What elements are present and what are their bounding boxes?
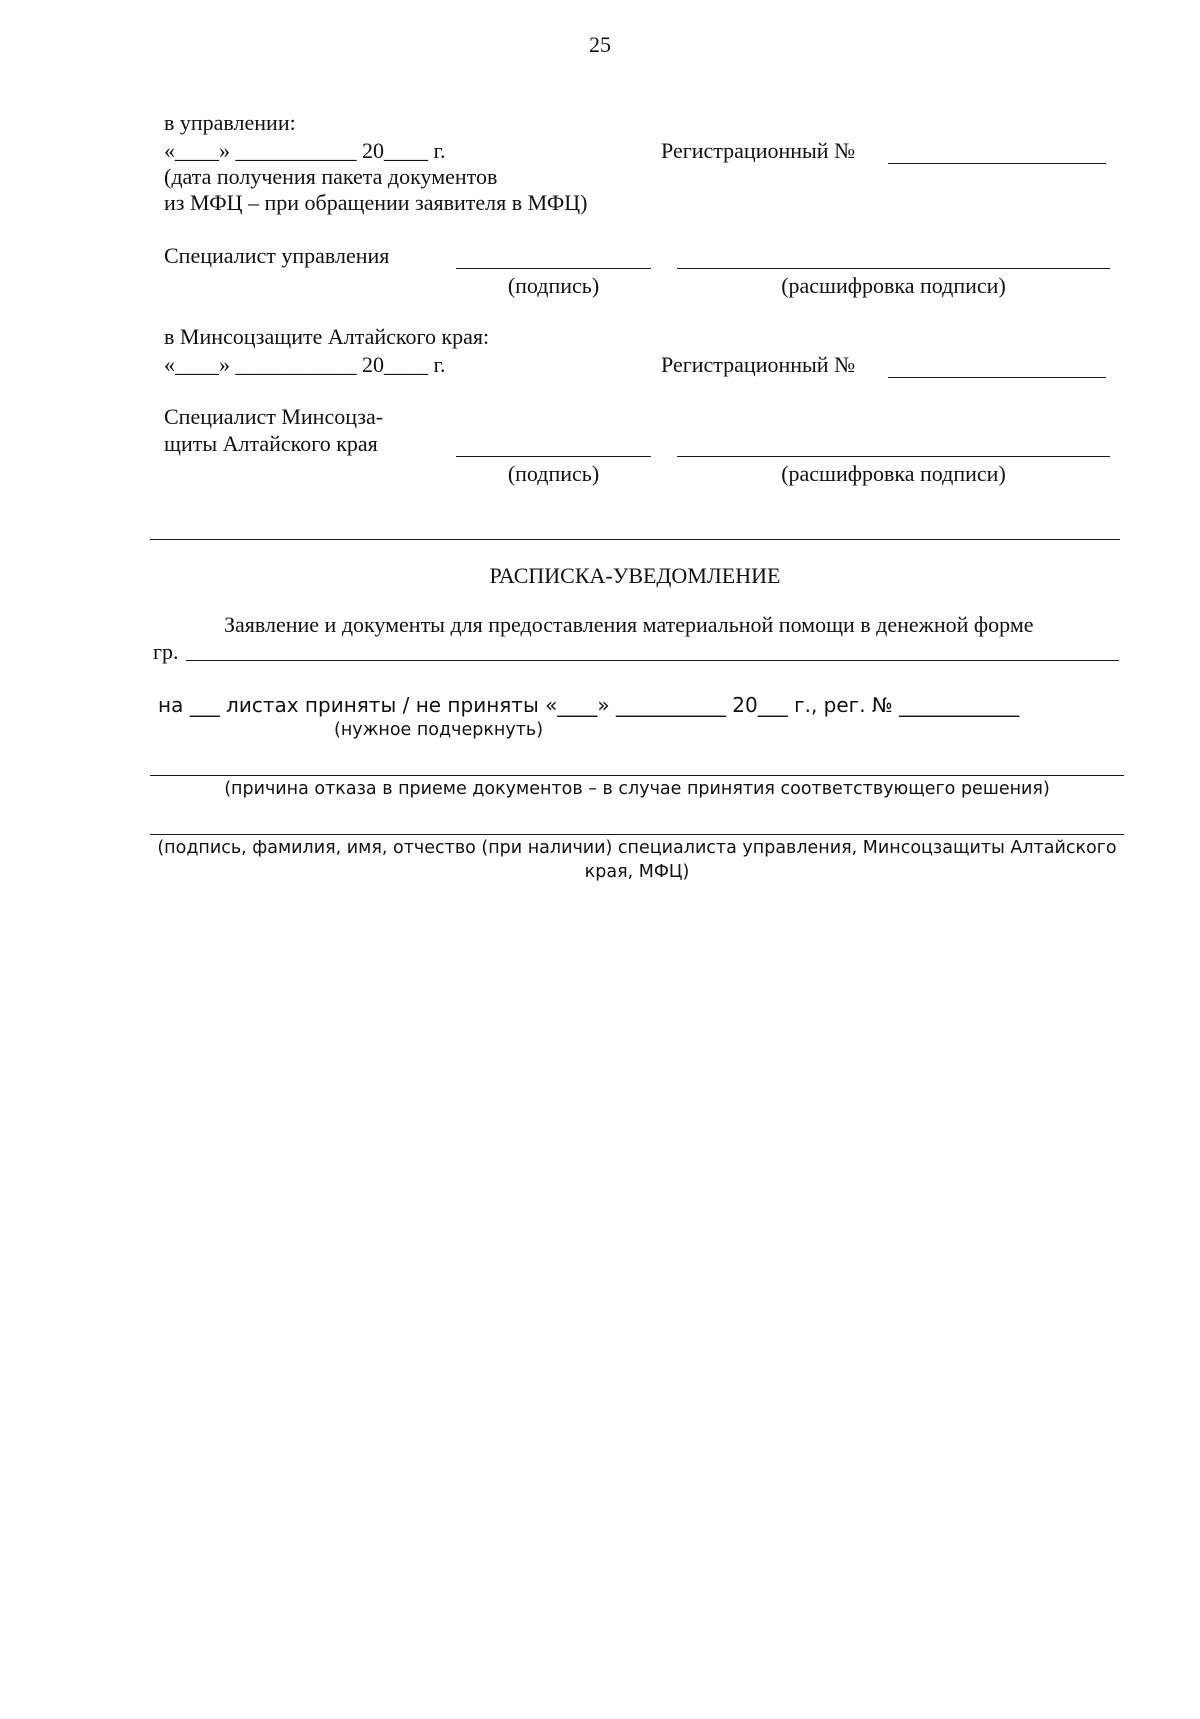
- specialist-caption-line1: (подпись, фамилия, имя, отчество (при наличии) специалиста управления, Минсоцзащиты Алтайского: [157, 838, 1117, 858]
- refusal-caption: (причина отказа в приеме документов – в случае принятия соответствующего решения): [224, 779, 1050, 799]
- page-number: 25: [589, 32, 611, 57]
- department-heading: в управлении:: [164, 110, 296, 135]
- underline-note: (нужное подчеркнуть): [334, 720, 544, 740]
- department-specialist-label: Специалист управления: [164, 243, 390, 268]
- department-date-note-line2: из МФЦ – при обращении заявителя в МФЦ): [164, 190, 588, 215]
- ministry-signature-caption: (подпись): [507, 461, 600, 486]
- department-registration-label: Регистрационный №: [661, 138, 856, 163]
- sheets-line: на ___ листах приняты / не приняты «____» ___________ 20___ г., рег. № ____________: [158, 693, 1020, 717]
- ministry-signature-decoding-line[interactable]: [677, 456, 1110, 457]
- ministry-registration-line[interactable]: [888, 377, 1106, 378]
- department-date-line: «____» ___________ 20____ г.: [164, 138, 446, 163]
- ministry-signature-decoding-caption: (расшифровка подписи): [781, 461, 1006, 486]
- ministry-heading: в Минсоцзащите Алтайского края:: [164, 324, 490, 349]
- department-signature-decoding-caption: (расшифровка подписи): [781, 273, 1006, 298]
- citizen-name-line[interactable]: [186, 660, 1119, 661]
- department-signature-caption: (подпись): [507, 273, 600, 298]
- department-registration-line[interactable]: [888, 163, 1106, 164]
- ministry-specialist-label-line2: щиты Алтайского края: [164, 431, 378, 456]
- ministry-signature-line[interactable]: [456, 456, 651, 457]
- refusal-reason-line[interactable]: [150, 775, 1124, 776]
- section-divider: [150, 539, 1120, 540]
- department-signature-line[interactable]: [456, 268, 651, 269]
- ministry-date-line: «____» ___________ 20____ г.: [164, 352, 446, 377]
- receipt-title: РАСПИСКА-УВЕДОМЛЕНИЕ: [489, 563, 781, 588]
- department-date-note-line1: (дата получения пакета документов: [164, 164, 498, 189]
- specialist-signature-line[interactable]: [150, 834, 1124, 835]
- ministry-registration-label: Регистрационный №: [661, 352, 856, 377]
- receipt-intro: Заявление и документы для предоставления материальной помощи в денежной форме: [224, 612, 1034, 637]
- specialist-caption-line2: края, МФЦ): [584, 862, 690, 882]
- citizen-label: гр.: [153, 639, 179, 664]
- ministry-specialist-label-line1: Специалист Минсоцза-: [164, 404, 384, 429]
- department-signature-decoding-line[interactable]: [677, 268, 1110, 269]
